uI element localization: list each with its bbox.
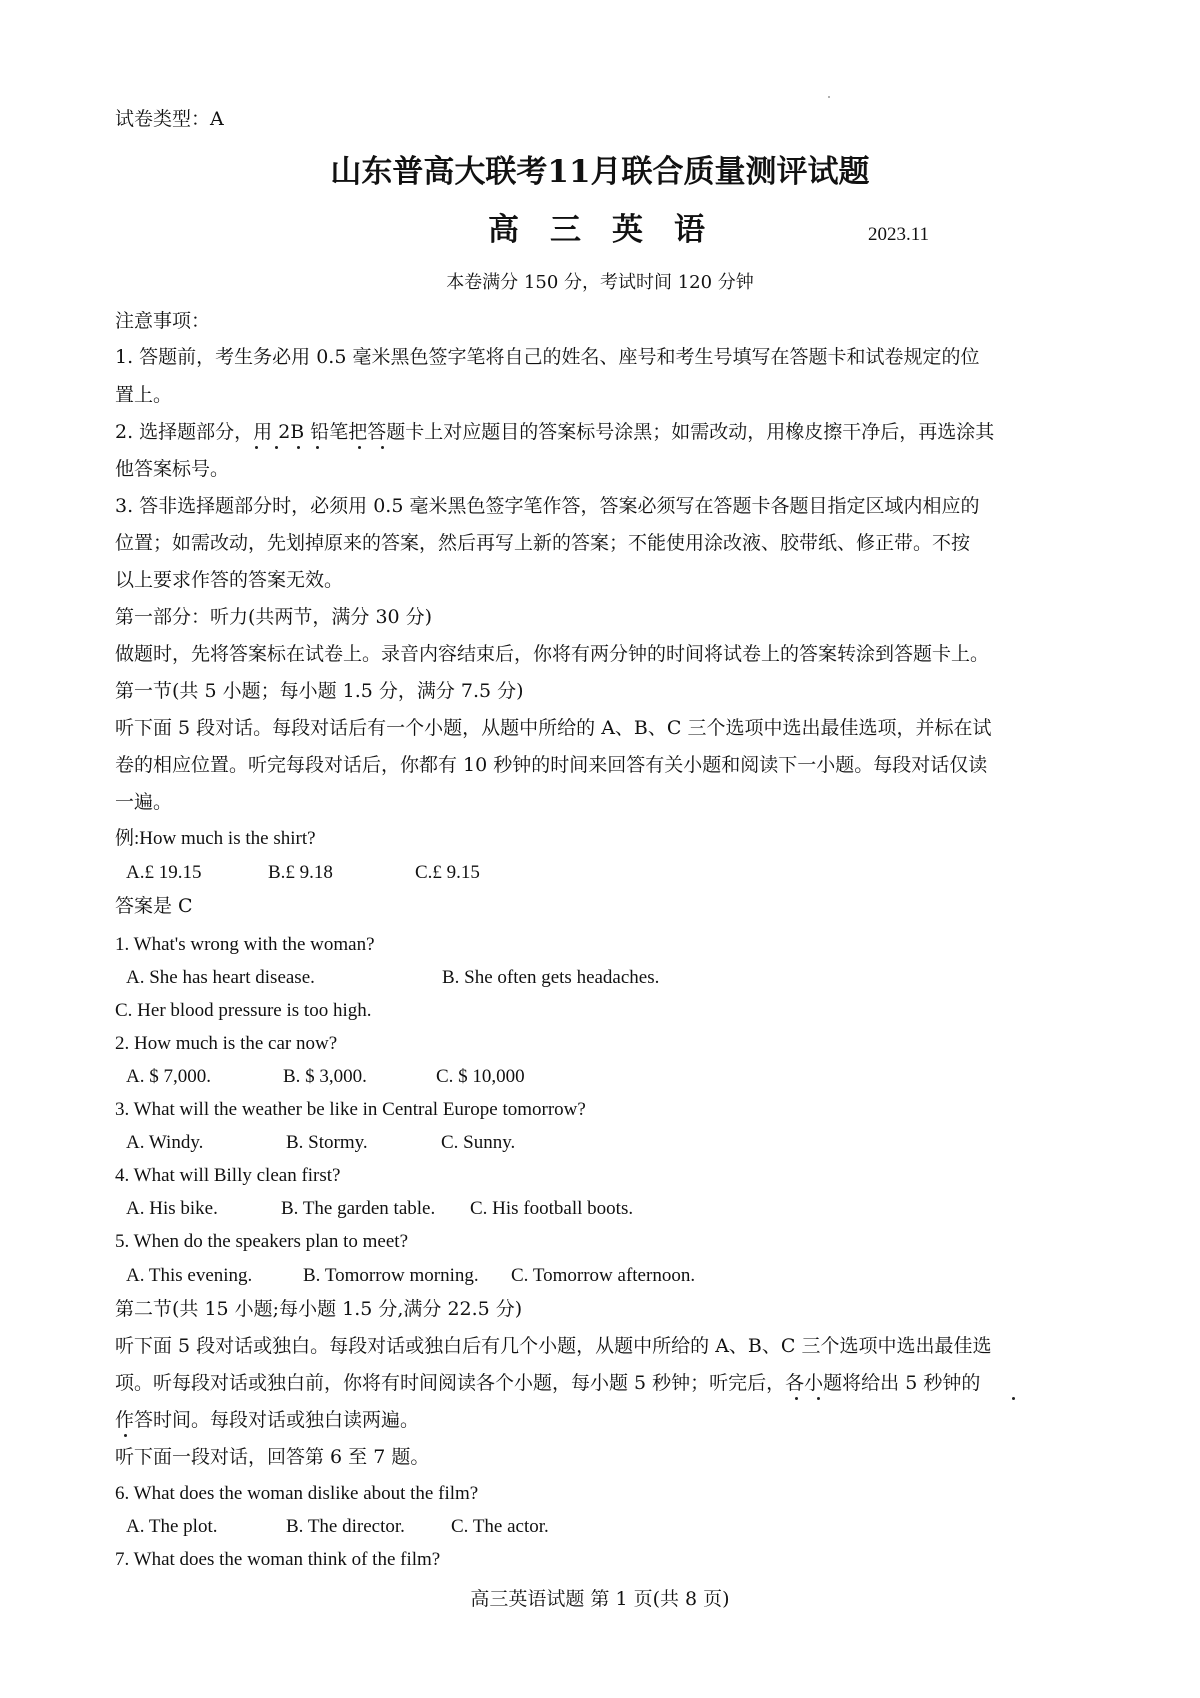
notice-heading: 注意事项： bbox=[115, 310, 211, 332]
section2-heading: 第二节(共 15 小题;每小题 1.5 分,满分 22.5 分) bbox=[115, 1298, 523, 1320]
question-3: 3. What will the weather be like in Central Europe tomorrow? bbox=[115, 1099, 586, 1120]
question-5: 5. When do the speakers plan to meet? bbox=[115, 1231, 408, 1252]
emphasis-dot bbox=[124, 1434, 127, 1437]
subject-title: 高 三 英 语 bbox=[488, 212, 705, 248]
example-option-c: C.£ 9.15 bbox=[415, 862, 480, 883]
speck bbox=[828, 96, 830, 98]
section2-instructions: 作答时间。每段对话或独白读两遍。 bbox=[115, 1409, 420, 1431]
section1-instructions: 听下面 5 段对话。每段对话后有一个小题，从题中所给的 A、B、C 三个选项中选出最佳选项，并标在试 bbox=[115, 717, 992, 739]
emphasis-dot bbox=[297, 446, 300, 449]
emphasis-dot bbox=[1012, 1397, 1015, 1400]
example-answer: 答案是 C bbox=[115, 895, 193, 917]
q5-option-a: A. This evening. bbox=[126, 1265, 253, 1286]
question-4: 4. What will Billy clean first? bbox=[115, 1165, 341, 1186]
notice-line: 3. 答非选择题部分时，必须用 0.5 毫米黑色签字笔作答，答案必须写在答题卡各题目指定区域内相应的 bbox=[115, 495, 980, 517]
notice-line: 位置；如需改动，先划掉原来的答案，然后再写上新的答案；不能使用涂改液、胶带纸、修正带。不按 bbox=[115, 532, 971, 554]
section1-heading: 第一节(共 5 小题；每小题 1.5 分，满分 7.5 分) bbox=[115, 680, 524, 702]
q1-option-b: B. She often gets headaches. bbox=[442, 967, 660, 988]
notice-line: 以上要求作答的答案无效。 bbox=[115, 569, 344, 591]
emphasis-dot bbox=[316, 446, 319, 449]
notice-line: 他答案标号。 bbox=[115, 458, 230, 480]
q2-option-a: A. $ 7,000. bbox=[126, 1066, 211, 1087]
emphasis-dot bbox=[358, 446, 361, 449]
part1-heading: 第一部分：听力(共两节，满分 30 分) bbox=[115, 606, 433, 628]
notice-line: 2. 选择题部分，用 2B 铅笔把答题卡上对应题目的答案标号涂黑；如需改动，用橡皮擦干净后，再选涂其 bbox=[115, 421, 995, 443]
q6-option-c: C. The actor. bbox=[451, 1516, 549, 1537]
notice-line: 1. 答题前，考生务必用 0.5 毫米黑色签字笔将自己的姓名、座号和考生号填写在答题卡和试卷规定的位 bbox=[115, 346, 980, 368]
question-7: 7. What does the woman think of the film? bbox=[115, 1549, 441, 1570]
q6-option-b: B. The director. bbox=[286, 1516, 405, 1537]
q4-option-a: A. His bike. bbox=[126, 1198, 218, 1219]
part1-intro: 做题时，先将答案标在试卷上。录音内容结束后，你将有两分钟的时间将试卷上的答案转涂到答题卡上。 bbox=[115, 643, 990, 665]
example-question: 例:How much is the shirt? bbox=[115, 828, 316, 849]
q5-option-b: B. Tomorrow morning. bbox=[303, 1265, 479, 1286]
section1-instructions: 卷的相应位置。听完每段对话后，你都有 10 秒钟的时间来回答有关小题和阅读下一小题。每段对话仅读 bbox=[115, 754, 988, 776]
question-1: 1. What's wrong with the woman? bbox=[115, 934, 375, 955]
example-option-a: A.£ 19.15 bbox=[126, 862, 202, 883]
question-6: 6. What does the woman dislike about the film? bbox=[115, 1483, 479, 1504]
paper-type: 试卷类型：A bbox=[115, 108, 224, 130]
section2-instructions: 听下面 5 段对话或独白。每段对话或独白后有几个小题，从题中所给的 A、B、C 三个选项中选出最佳选 bbox=[115, 1335, 992, 1357]
question-2: 2. How much is the car now? bbox=[115, 1033, 338, 1054]
q3-option-b: B. Stormy. bbox=[286, 1132, 368, 1153]
notice-line: 置上。 bbox=[115, 384, 173, 406]
emphasis-dot bbox=[275, 446, 278, 449]
page-footer: 高三英语试题 第 1 页(共 8 页) bbox=[470, 1588, 730, 1610]
exam-date: 2023.11 bbox=[868, 224, 930, 245]
q4-option-c: C. His football boots. bbox=[470, 1198, 634, 1219]
q4-option-b: B. The garden table. bbox=[281, 1198, 436, 1219]
q3-option-c: C. Sunny. bbox=[441, 1132, 516, 1153]
emphasis-dot bbox=[255, 446, 258, 449]
q2-option-c: C. $ 10,000 bbox=[436, 1066, 525, 1087]
section1-instructions: 一遍。 bbox=[115, 791, 173, 813]
section2-instructions: 项。听每段对话或独白前，你将有时间阅读各个小题，每小题 5 秒钟；听完后，各小题将给出 5 秒钟的 bbox=[115, 1372, 981, 1394]
score-time: 本卷满分 150 分，考试时间 120 分钟 bbox=[446, 272, 754, 293]
q2-option-b: B. $ 3,000. bbox=[283, 1066, 367, 1087]
emphasis-dot bbox=[795, 1397, 798, 1400]
q1-option-c: C. Her blood pressure is too high. bbox=[115, 1000, 372, 1021]
emphasis-dot bbox=[381, 446, 384, 449]
emphasis-dot bbox=[817, 1397, 820, 1400]
exam-title: 山东普高大联考11月联合质量测评试题 bbox=[330, 154, 870, 190]
q3-option-a: A. Windy. bbox=[126, 1132, 204, 1153]
example-option-b: B.£ 9.18 bbox=[268, 862, 333, 883]
q1-option-a: A. She has heart disease. bbox=[126, 967, 315, 988]
q5-option-c: C. Tomorrow afternoon. bbox=[511, 1265, 696, 1286]
q6-option-a: A. The plot. bbox=[126, 1516, 218, 1537]
dialog-intro: 听下面一段对话，回答第 6 至 7 题。 bbox=[115, 1446, 430, 1468]
